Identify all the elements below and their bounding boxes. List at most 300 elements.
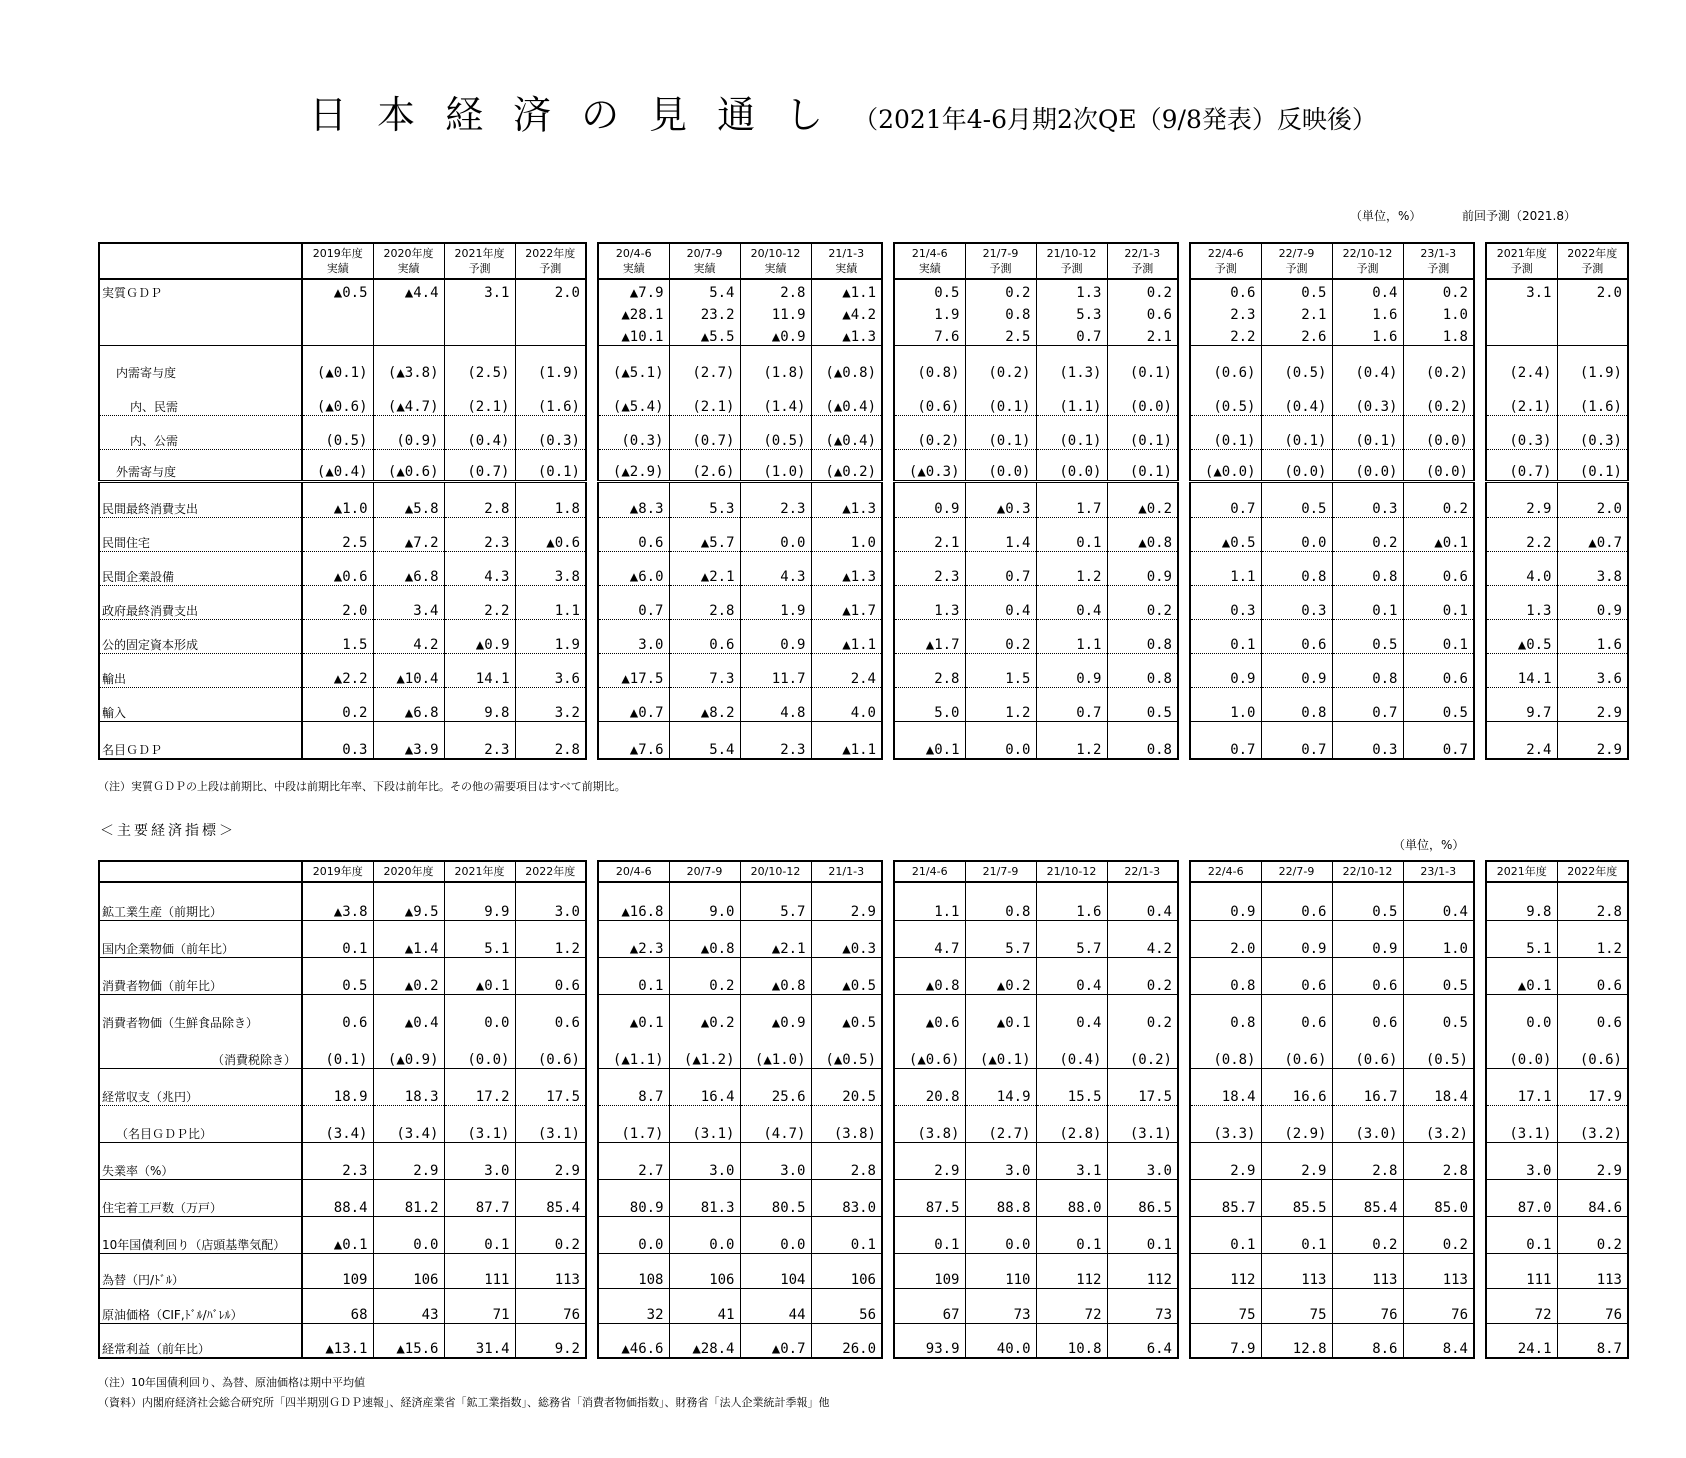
table-cell: (▲0.4) [811, 415, 882, 449]
table-cell: 1.9 [515, 619, 586, 653]
table-cell: 2.8 [669, 585, 740, 619]
row-label: （名目ＧＤＰ比） [99, 1105, 302, 1142]
table-cell: 4.0 [1486, 551, 1557, 585]
table-cell: 2.8 [1332, 1142, 1403, 1179]
column-gap [586, 1253, 598, 1288]
table-cell: ▲1.0 [302, 481, 373, 517]
table-cell: 76 [1403, 1288, 1474, 1323]
column-gap [1474, 279, 1486, 301]
table-cell: 0.7 [1403, 721, 1474, 759]
row-label: 経常利益（前年比） [99, 1323, 302, 1358]
table-cell: 0.5 [1332, 619, 1403, 653]
table-cell: 0.1 [1403, 585, 1474, 619]
table-cell: (0.1) [1190, 415, 1261, 449]
table-cell: 0.8 [1190, 957, 1261, 994]
table-cell: 43 [373, 1288, 444, 1323]
table-cell: (4.7) [740, 1105, 811, 1142]
table-cell: 81.3 [669, 1179, 740, 1216]
table-cell: 1.5 [302, 619, 373, 653]
column-header [811, 243, 882, 279]
table-cell: (0.4) [444, 415, 515, 449]
table-cell: 87.7 [444, 1179, 515, 1216]
table-cell: 0.4 [1107, 882, 1178, 920]
table-cell: (0.3) [1486, 415, 1557, 449]
table-cell: ▲7.6 [598, 721, 669, 759]
table-cell: 0.0 [965, 721, 1036, 759]
table-cell: 0.7 [1190, 721, 1261, 759]
column-header [1403, 243, 1474, 279]
table-cell: (▲0.8) [811, 345, 882, 381]
table-cell: 73 [965, 1288, 1036, 1323]
table-cell: 3.8 [1557, 551, 1628, 585]
table-cell: 0.5 [1403, 957, 1474, 994]
table-cell: (0.1) [1261, 415, 1332, 449]
table-cell: ▲0.7 [1557, 517, 1628, 551]
column-gap [1178, 345, 1190, 381]
table-cell: 2.9 [1557, 687, 1628, 721]
column-gap [1178, 481, 1190, 517]
table-cell: 0.5 [1403, 687, 1474, 721]
table-cell: 2.9 [1190, 1142, 1261, 1179]
row-label: 住宅着工戸数（万戸） [99, 1179, 302, 1216]
column-period: 20/10-12 [750, 247, 801, 260]
table-cell: 1.6 [1036, 882, 1107, 920]
table-cell: (▲0.3) [894, 449, 965, 481]
table-cell: 0.1 [811, 1216, 882, 1253]
table-cell: 75 [1190, 1288, 1261, 1323]
column-status: 実績 [326, 262, 349, 275]
table-cell: 0.5 [1107, 687, 1178, 721]
column-gap [586, 619, 598, 653]
table-cell: (0.5) [740, 415, 811, 449]
table-cell: 85.4 [1332, 1179, 1403, 1216]
table-cell: 2.2 [444, 585, 515, 619]
column-header [669, 243, 740, 279]
table-cell: (0.1) [515, 449, 586, 481]
table-cell: (▲0.2) [811, 449, 882, 481]
column-gap [586, 381, 598, 415]
table-cell: (3.0) [1332, 1105, 1403, 1142]
table-cell [373, 323, 444, 345]
table-cell: ▲0.4 [373, 994, 444, 1031]
table-cell: (▲0.4) [811, 381, 882, 415]
table-cell: 1.3 [1036, 279, 1107, 301]
table-cell: 1.0 [811, 517, 882, 551]
table-cell: 0.8 [965, 882, 1036, 920]
table-cell: 0.8 [1332, 551, 1403, 585]
table-cell: 0.6 [1190, 279, 1261, 301]
table-cell: 3.2 [515, 687, 586, 721]
column-gap [882, 1031, 894, 1068]
table-cell: 104 [740, 1253, 811, 1288]
column-status: 実績 [693, 262, 716, 275]
table-cell: (2.1) [1486, 381, 1557, 415]
table-cell: (0.6) [1332, 1031, 1403, 1068]
table-cell: 0.5 [1403, 994, 1474, 1031]
column-gap [882, 481, 894, 517]
table-cell: 0.6 [1403, 551, 1474, 585]
table-cell: 2.0 [302, 585, 373, 619]
table-cell: 32 [598, 1288, 669, 1323]
row-label: 輸入 [99, 687, 302, 721]
table-cell: 23.2 [669, 301, 740, 323]
table-cell: 3.0 [1107, 1142, 1178, 1179]
column-header [1332, 243, 1403, 279]
column-status: 予測 [1427, 262, 1450, 275]
table-cell: 14.1 [1486, 653, 1557, 687]
table-cell: 6.4 [1107, 1323, 1178, 1358]
header-label-cell [99, 861, 302, 882]
row-label: 国内企業物価（前年比） [99, 920, 302, 957]
table-cell: 87.5 [894, 1179, 965, 1216]
column-gap [882, 994, 894, 1031]
table-cell: 18.4 [1190, 1068, 1261, 1105]
column-gap [882, 1288, 894, 1323]
column-gap [1474, 243, 1486, 279]
previous-forecast-label: 前回予測（2021.8） [1462, 209, 1576, 223]
table-cell: (0.7) [1486, 449, 1557, 481]
table-cell: 0.2 [1332, 517, 1403, 551]
table-cell: 3.1 [1486, 279, 1557, 301]
column-gap [1178, 687, 1190, 721]
column-gap [1474, 957, 1486, 994]
table-cell: 1.4 [965, 517, 1036, 551]
table-cell: 0.9 [1261, 653, 1332, 687]
column-gap [586, 1068, 598, 1105]
table-cell: (0.1) [965, 381, 1036, 415]
row-label: 政府最終消費支出 [99, 585, 302, 619]
column-gap [882, 920, 894, 957]
table-cell: (0.6) [1557, 1031, 1628, 1068]
column-gap [882, 585, 894, 619]
column-period: 2019年度 [312, 247, 363, 260]
table-cell: ▲0.9 [740, 994, 811, 1031]
table-cell: 0.2 [1107, 994, 1178, 1031]
row-label: 民間住宅 [99, 517, 302, 551]
column-gap [1474, 861, 1486, 882]
table-cell: 0.3 [1332, 721, 1403, 759]
table-cell: 0.8 [965, 301, 1036, 323]
table-cell: 5.7 [965, 920, 1036, 957]
table-cell: 10.8 [1036, 1323, 1107, 1358]
column-gap [882, 449, 894, 481]
table-cell: 111 [444, 1253, 515, 1288]
table-cell: 3.6 [1557, 653, 1628, 687]
table-row [99, 551, 1628, 585]
table-cell: (0.2) [1403, 345, 1474, 381]
column-gap [882, 861, 894, 882]
table-cell: (3.3) [1190, 1105, 1261, 1142]
column-gap [1474, 381, 1486, 415]
table-cell: (3.2) [1557, 1105, 1628, 1142]
table-cell: 1.3 [894, 585, 965, 619]
table-cell: ▲28.1 [598, 301, 669, 323]
table-cell: 0.3 [1261, 585, 1332, 619]
column-gap [1474, 653, 1486, 687]
table-cell: ▲28.4 [669, 1323, 740, 1358]
table-cell: 0.8 [1261, 551, 1332, 585]
table-cell: 4.3 [444, 551, 515, 585]
table-row [99, 517, 1628, 551]
column-gap [1474, 882, 1486, 920]
table-cell: 17.1 [1486, 1068, 1557, 1105]
table-cell: 5.3 [669, 481, 740, 517]
table-row [99, 323, 1628, 345]
table-cell [1486, 323, 1557, 345]
table-cell: (0.4) [1332, 345, 1403, 381]
table-cell [1557, 323, 1628, 345]
column-gap [1178, 517, 1190, 551]
row-label: 外需寄与度 [99, 449, 302, 481]
column-period: 2022年度 [1567, 247, 1618, 260]
column-gap [586, 551, 598, 585]
table-cell: 9.7 [1486, 687, 1557, 721]
row-label: 消費者物価（前年比） [99, 957, 302, 994]
column-header: 2022年度 [1557, 861, 1628, 882]
table-cell: (▲1.1) [598, 1031, 669, 1068]
column-gap [882, 882, 894, 920]
table-cell: 2.3 [444, 517, 515, 551]
table-cell: 2.4 [811, 653, 882, 687]
column-gap [882, 279, 894, 301]
column-gap [882, 619, 894, 653]
table-row [99, 585, 1628, 619]
table-cell: 0.6 [1261, 882, 1332, 920]
table-cell: ▲9.5 [373, 882, 444, 920]
table-row [99, 957, 1628, 994]
column-status: 予測 [1131, 262, 1154, 275]
table-cell: (0.5) [1261, 345, 1332, 381]
table-cell: 1.1 [1036, 619, 1107, 653]
column-status: 予測 [1581, 262, 1604, 275]
table-row [99, 920, 1628, 957]
table-cell: (▲3.8) [373, 345, 444, 381]
table-cell: 14.1 [444, 653, 515, 687]
table-row [99, 1288, 1628, 1323]
column-gap [1474, 721, 1486, 759]
table-cell: (0.6) [894, 381, 965, 415]
table-row [99, 1323, 1628, 1358]
table-cell: 0.0 [740, 517, 811, 551]
table-row [99, 481, 1628, 517]
column-header: 2022年度 [515, 861, 586, 882]
table-cell: 3.8 [515, 551, 586, 585]
table-cell: ▲0.7 [740, 1323, 811, 1358]
table-cell: ▲1.3 [811, 481, 882, 517]
table-cell: 2.9 [1557, 721, 1628, 759]
note-sources: （資料）内閣府経済社会総合研究所「四半期別ＧＤＰ速報」、経済産業省「鉱工業指数」、総務省「消費者物価指数」、財務省「法人企業統計季報」他 [98, 1396, 830, 1409]
table-cell: (2.1) [669, 381, 740, 415]
table-cell: 0.5 [1332, 882, 1403, 920]
title-main: 日本経済の見通し [309, 93, 854, 137]
column-header: 20/7-9 [669, 861, 740, 882]
table-cell: ▲1.1 [811, 721, 882, 759]
column-gap [586, 653, 598, 687]
row-label: 経常収支（兆円） [99, 1068, 302, 1105]
table-cell: 14.9 [965, 1068, 1036, 1105]
column-gap [1178, 449, 1190, 481]
column-status: 予測 [1510, 262, 1533, 275]
table-cell: ▲8.3 [598, 481, 669, 517]
column-gap [1178, 994, 1190, 1031]
column-gap [882, 551, 894, 585]
table-cell: (▲1.2) [669, 1031, 740, 1068]
table-cell: 0.6 [1261, 619, 1332, 653]
column-gap [1474, 551, 1486, 585]
table-cell: ▲3.9 [373, 721, 444, 759]
column-gap [586, 920, 598, 957]
table-cell: 5.1 [1486, 920, 1557, 957]
table-cell: ▲1.7 [811, 585, 882, 619]
column-period: 2021年度 [454, 247, 505, 260]
table-cell: ▲2.2 [302, 653, 373, 687]
row-label: 10年国債利回り（店頭基準気配） [99, 1216, 302, 1253]
note-gdp: （注）実質ＧＤＰの上段は前期比、中段は前期比年率、下段は前年比。その他の需要項目はすべて前期比。 [98, 780, 626, 793]
column-header [740, 243, 811, 279]
column-gap [1474, 345, 1486, 381]
table-cell: 18.3 [373, 1068, 444, 1105]
column-period: 20/4-6 [615, 247, 652, 260]
table-cell: 0.4 [1036, 994, 1107, 1031]
table-cell: 2.2 [1190, 323, 1261, 345]
table-cell: 16.4 [669, 1068, 740, 1105]
table-cell: ▲5.8 [373, 481, 444, 517]
row-label: 実質ＧＤＰ [99, 279, 302, 301]
table-row [99, 1142, 1628, 1179]
column-gap [1474, 415, 1486, 449]
column-gap [1178, 882, 1190, 920]
table-cell: 0.9 [894, 481, 965, 517]
header-label-cell [99, 243, 302, 279]
table-cell: (0.4) [1036, 1031, 1107, 1068]
table-cell: 109 [302, 1253, 373, 1288]
column-gap [586, 1288, 598, 1323]
table-cell: 2.3 [894, 551, 965, 585]
table-cell: 2.1 [1261, 301, 1332, 323]
table-cell: (1.4) [740, 381, 811, 415]
table-cell: (0.2) [1403, 381, 1474, 415]
table-cell: (▲5.1) [598, 345, 669, 381]
column-gap [1178, 1031, 1190, 1068]
column-status: 実績 [764, 262, 787, 275]
column-header: 22/4-6 [1190, 861, 1261, 882]
column-gap [586, 1216, 598, 1253]
table-cell: 0.9 [1107, 551, 1178, 585]
table-cell: (1.7) [598, 1105, 669, 1142]
table-cell: 3.0 [965, 1142, 1036, 1179]
table-cell: 2.0 [1190, 920, 1261, 957]
column-gap [1474, 1105, 1486, 1142]
row-label: （消費税除き） [99, 1031, 302, 1068]
table-cell: ▲2.3 [598, 920, 669, 957]
table-cell: 0.1 [1036, 517, 1107, 551]
table-cell: (2.6) [669, 449, 740, 481]
column-gap [1178, 301, 1190, 323]
column-gap [1474, 301, 1486, 323]
table-cell: 0.9 [1190, 882, 1261, 920]
column-gap [586, 323, 598, 345]
table-cell: 0.8 [1107, 619, 1178, 653]
table-cell: (▲5.4) [598, 381, 669, 415]
table-cell: (0.2) [1107, 1031, 1178, 1068]
table-cell: 2.9 [894, 1142, 965, 1179]
table-cell: 2.5 [965, 323, 1036, 345]
table-cell: 2.1 [1107, 323, 1178, 345]
table-cell: 4.0 [811, 687, 882, 721]
column-gap [586, 1179, 598, 1216]
column-gap [1178, 1179, 1190, 1216]
table-cell: 1.9 [740, 585, 811, 619]
column-gap [882, 721, 894, 759]
table-cell: 7.9 [1190, 1323, 1261, 1358]
column-gap [586, 415, 598, 449]
table-row [99, 415, 1628, 449]
table-cell: 0.9 [1332, 920, 1403, 957]
table-cell: ▲1.1 [811, 279, 882, 301]
table-cell: (0.0) [1261, 449, 1332, 481]
table-cell: 9.8 [444, 687, 515, 721]
table-cell: 2.9 [373, 1142, 444, 1179]
table-cell: 0.5 [894, 279, 965, 301]
column-header [515, 243, 586, 279]
table-cell: ▲2.1 [669, 551, 740, 585]
table-cell: ▲0.1 [1486, 957, 1557, 994]
table-cell: ▲0.9 [740, 323, 811, 345]
table-cell: (2.4) [1486, 345, 1557, 381]
table-row [99, 994, 1628, 1031]
table-cell: ▲1.4 [373, 920, 444, 957]
table-cell: (▲4.7) [373, 381, 444, 415]
table-cell: 0.9 [1036, 653, 1107, 687]
table-cell: 1.6 [1332, 301, 1403, 323]
table-cell: 18.9 [302, 1068, 373, 1105]
column-status: 実績 [835, 262, 858, 275]
table-cell: 0.1 [1332, 585, 1403, 619]
table-cell: ▲5.7 [669, 517, 740, 551]
table-cell: ▲0.5 [811, 994, 882, 1031]
table-cell: (0.7) [444, 449, 515, 481]
column-gap [1178, 920, 1190, 957]
table-cell: ▲0.8 [740, 957, 811, 994]
row-label: 輸出 [99, 653, 302, 687]
table-cell: 81.2 [373, 1179, 444, 1216]
column-gap [1474, 1068, 1486, 1105]
table-cell: ▲7.9 [598, 279, 669, 301]
table-cell: (0.0) [1332, 449, 1403, 481]
column-header [598, 243, 669, 279]
table-cell: 3.4 [373, 585, 444, 619]
table-cell: ▲0.8 [1107, 517, 1178, 551]
table-cell [515, 323, 586, 345]
table-cell: (▲0.6) [894, 1031, 965, 1068]
column-gap [586, 1105, 598, 1142]
column-gap [586, 301, 598, 323]
table-row [99, 1031, 1628, 1068]
column-gap [882, 323, 894, 345]
table-cell: (1.6) [1557, 381, 1628, 415]
column-header: 21/7-9 [965, 861, 1036, 882]
table-cell: (▲0.6) [302, 381, 373, 415]
table-cell: 41 [669, 1288, 740, 1323]
table-cell: 5.4 [669, 279, 740, 301]
table-cell: 0.0 [373, 1216, 444, 1253]
table-cell: ▲6.0 [598, 551, 669, 585]
indicators-table [98, 860, 1629, 1359]
table-cell: 8.7 [1557, 1323, 1628, 1358]
unit-label-1: （単位，%） [1350, 209, 1422, 223]
table-cell: 0.6 [1107, 301, 1178, 323]
column-gap [882, 301, 894, 323]
